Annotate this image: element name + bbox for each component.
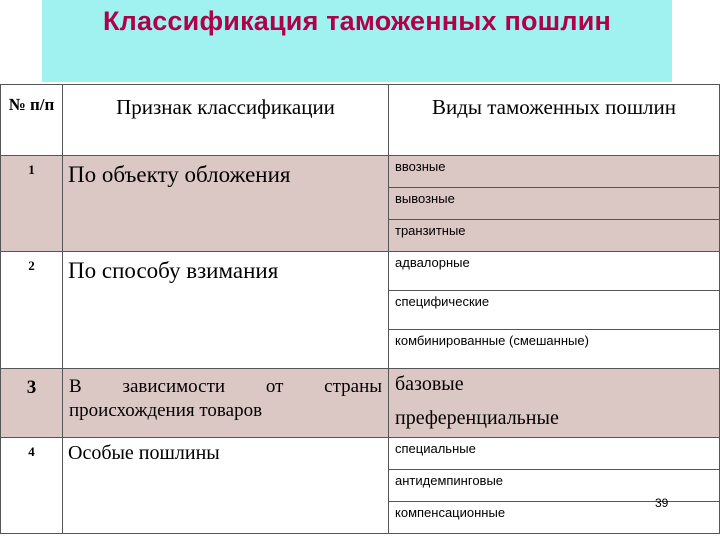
row-number: 4 [1,438,63,534]
duty-type: преференциальные [389,403,720,438]
header-types: Виды таможенных пошлин [389,85,720,156]
duty-type: компенсационные [389,502,720,534]
page-number: 39 [655,496,669,510]
duty-type: вывозные [389,188,720,220]
table-row [1,252,720,291]
duty-type: комбинированные (смешанные) [389,330,720,369]
duty-type: транзитные [389,220,720,252]
row-feature: По способу взимания [63,252,389,369]
row-number: 3 [1,369,63,438]
header-number: № п/п [1,85,63,156]
row-feature: В зависимости от страны происхождения товаров [63,369,389,438]
duty-type: специальные [389,438,720,470]
title-banner [42,0,672,82]
duty-type: антидемпинговые [389,470,720,502]
row-number: 2 [1,252,63,369]
duty-type: адвалорные [389,252,720,291]
header-feature: Признак классификации [63,85,389,156]
table-row [1,156,720,188]
row-feature: Особые пошлины [63,438,389,534]
table-row [1,438,720,470]
table-row [1,369,720,404]
row-number: 1 [1,156,63,252]
duty-type: базовые [389,369,720,404]
duty-type: ввозные [389,156,720,188]
page-title: Классификация таможенных пошлин [102,6,612,36]
table-header-row [1,85,720,156]
classification-table [0,84,720,534]
row-feature: По объекту обложения [63,156,389,252]
duty-type: специфические [389,291,720,330]
